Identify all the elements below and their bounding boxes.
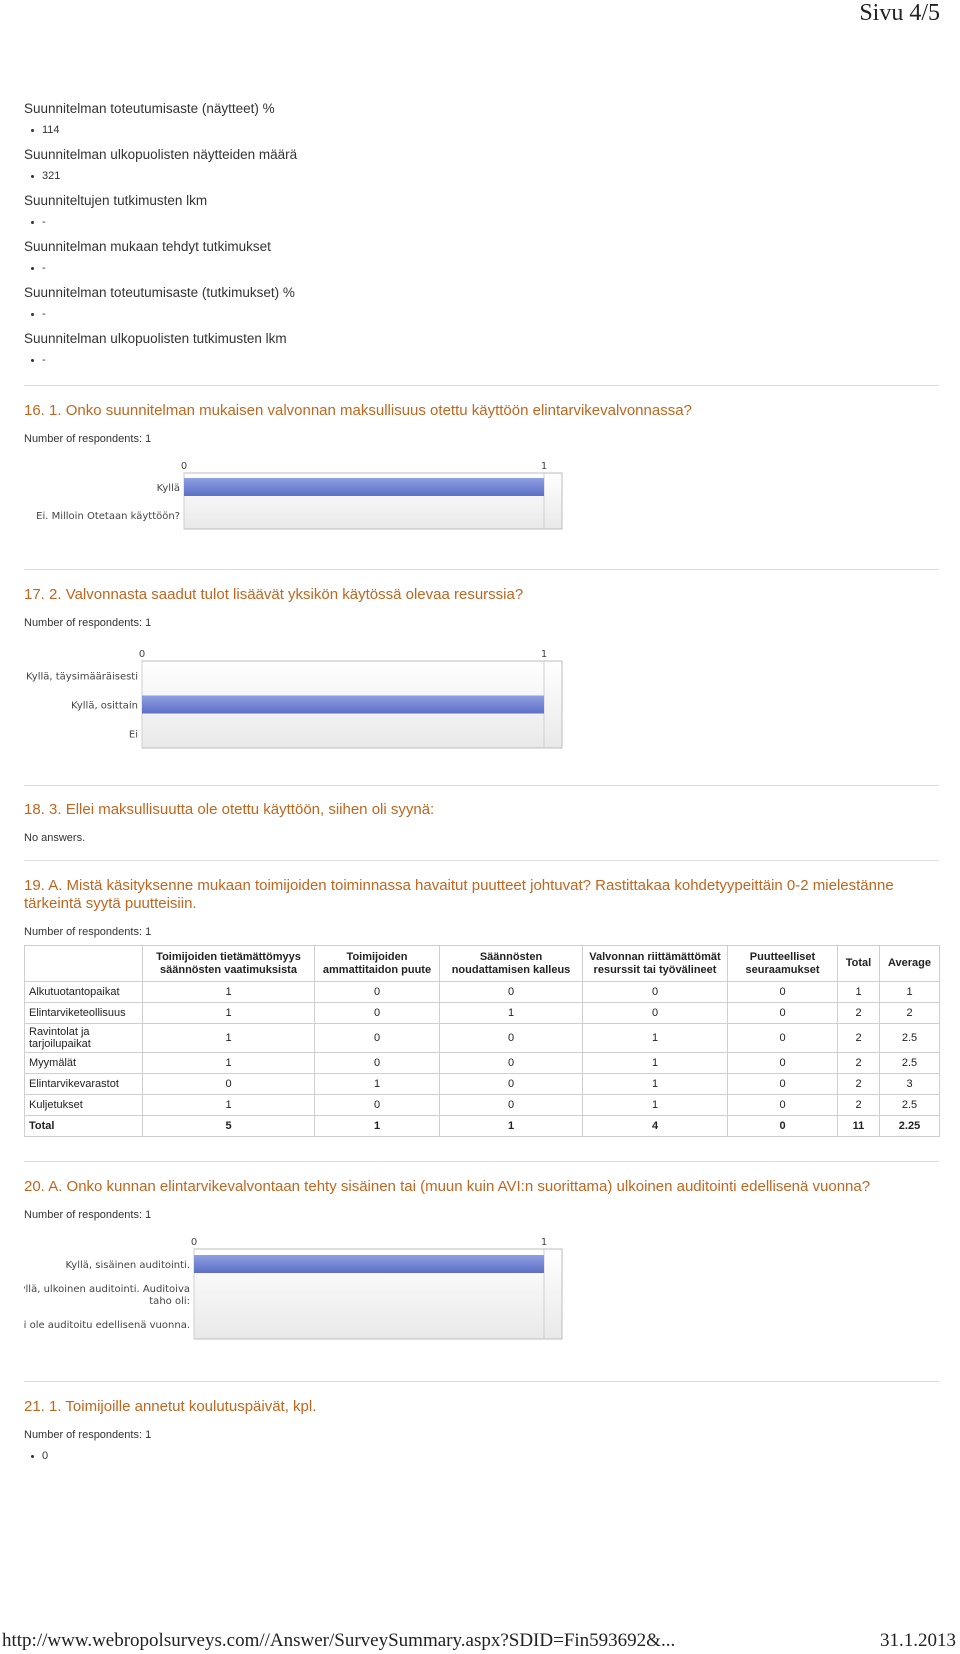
table-cell: 0 xyxy=(315,1024,440,1053)
table-cell: 0 xyxy=(583,982,728,1003)
row-label: Elintarvikevarastot xyxy=(25,1074,143,1095)
tick-label: 1 xyxy=(540,1237,548,1248)
stat-label: Suunnitelman ulkopuolisten tutkimusten lkm xyxy=(24,331,287,346)
chart-svg xyxy=(24,647,584,761)
total-row xyxy=(25,1116,940,1137)
corner-header-cell xyxy=(25,946,143,982)
category-label: Ei ole auditoitu edellisenä vuonna. xyxy=(24,1320,190,1331)
table-cell: 0 xyxy=(143,1074,315,1095)
table-row xyxy=(25,1003,940,1024)
table-row xyxy=(25,1024,940,1053)
table-cell: 1 xyxy=(583,1024,728,1053)
chart-svg xyxy=(24,459,584,543)
table-cell: 1 xyxy=(583,1053,728,1074)
table-cell: 3 xyxy=(880,1074,940,1095)
no-answers-text: No answers. xyxy=(24,832,86,844)
table-cell: 1 xyxy=(440,1116,583,1137)
question-title-21: 21. 1. Toimijoille annetut koulutuspäivät, kpl. xyxy=(24,1398,317,1415)
category-label: Kyllä, osittain xyxy=(71,700,138,712)
survey-summary-content xyxy=(24,100,939,1472)
row-label: Ravintolat ja tarjoilupaikat xyxy=(25,1024,143,1053)
stat-value-item: - xyxy=(31,353,939,367)
table-cell: 1 xyxy=(143,1003,315,1024)
respondent-count: Number of respondents: 1 xyxy=(24,926,152,938)
stat-value-item: - xyxy=(31,215,939,229)
bar xyxy=(194,1255,544,1273)
table-cell: 1 xyxy=(440,1003,583,1024)
table-cell: 0 xyxy=(728,1024,838,1053)
question-title-18: 18. 3. Ellei maksullisuutta ole otettu käyttöön, siihen oli syynä: xyxy=(24,801,435,818)
chart-svg xyxy=(24,1235,584,1351)
table-cell: 1 xyxy=(315,1074,440,1095)
divider xyxy=(24,569,939,570)
divider xyxy=(24,1161,939,1162)
table-cell: 0 xyxy=(315,1095,440,1116)
category-label: Kyllä xyxy=(156,483,180,494)
column-header: Toimijoiden tietämättömyys säännösten vaatimuksista xyxy=(143,946,315,982)
row-label: Alkutuotantopaikat xyxy=(25,982,143,1003)
table-cell: 5 xyxy=(143,1116,315,1137)
stat-value-item: 321 xyxy=(31,169,939,183)
table-cell: 11 xyxy=(838,1116,880,1137)
table-cell: 0 xyxy=(728,1095,838,1116)
table-cell: 0 xyxy=(440,1074,583,1095)
category-label: Kyllä, ulkoinen auditointi. Auditoiva xyxy=(24,1284,190,1295)
table-cell: 0 xyxy=(440,1053,583,1074)
bar-chart-q20 xyxy=(24,1235,939,1351)
category-label: Ei xyxy=(128,729,138,741)
respondent-count: Number of respondents: 1 xyxy=(24,1429,152,1441)
bar xyxy=(142,696,544,714)
bullet-icon xyxy=(31,221,34,224)
category-label: Kyllä, täysimääräisesti xyxy=(25,671,138,683)
row-label: Kuljetukset xyxy=(25,1095,143,1116)
table-cell: 1 xyxy=(583,1074,728,1095)
table-cell: 2 xyxy=(838,1095,880,1116)
column-header: Total xyxy=(838,946,880,982)
divider xyxy=(24,785,939,786)
table-cell: 0 xyxy=(315,982,440,1003)
table-cell: 2 xyxy=(838,1003,880,1024)
bullet-icon xyxy=(31,359,34,362)
table-cell: 1 xyxy=(315,1116,440,1137)
table-cell: 2.25 xyxy=(880,1116,940,1137)
stat-label: Suunniteltujen tutkimusten lkm xyxy=(24,193,208,208)
table-cell: 1 xyxy=(838,982,880,1003)
category-label: Kyllä, sisäinen auditointi. xyxy=(65,1260,190,1271)
table-cell: 0 xyxy=(315,1053,440,1074)
table-cell: 1 xyxy=(143,1053,315,1074)
table-row xyxy=(25,982,940,1003)
table-cell: 4 xyxy=(583,1116,728,1137)
table-cell: 2.5 xyxy=(880,1024,940,1053)
bullet-icon xyxy=(31,313,34,316)
divider xyxy=(24,385,939,386)
table-cell: 0 xyxy=(728,1003,838,1024)
question-title-19: 19. A. Mistä käsityksenne mukaan toimijoiden toiminnassa havaitut puutteet johtuvat? Rastittakaa kohdetyypeittäin 0-2 mielestänne tärkeintä syytä puutteisiin. xyxy=(24,877,894,912)
table-cell: 0 xyxy=(728,1074,838,1095)
tick-label: 0 xyxy=(190,1237,198,1248)
respondent-count: Number of respondents: 1 xyxy=(24,617,152,629)
divider xyxy=(24,860,939,861)
table-cell: 2 xyxy=(838,1053,880,1074)
results-matrix-table xyxy=(24,945,940,1137)
stat-value-item: - xyxy=(31,307,939,321)
bar-chart-q16 xyxy=(24,459,939,543)
bullet-icon xyxy=(31,175,34,178)
divider xyxy=(24,1381,939,1382)
question-title-16: 16. 1. Onko suunnitelman mukaisen valvonnan maksullisuus otettu käyttöön elintarvikevalvonnassa? xyxy=(24,402,692,419)
source-url: http://www.webropolsurveys.com//Answer/SurveySummary.aspx?SDID=Fin593692&... xyxy=(2,1630,676,1651)
stats-list xyxy=(24,100,939,367)
tick-label: 0 xyxy=(180,461,188,472)
answer-value-item: 0 xyxy=(31,1449,939,1463)
row-label: Myymälät xyxy=(25,1053,143,1074)
table-cell: 0 xyxy=(440,1095,583,1116)
table-cell: 0 xyxy=(440,982,583,1003)
page-number: Sivu 4/5 xyxy=(859,0,940,26)
respondent-count: Number of respondents: 1 xyxy=(24,433,152,445)
bar xyxy=(184,478,544,496)
stat-label: Suunnitelman toteutumisaste (tutkimukset) % xyxy=(24,285,295,300)
column-header: Toimijoiden ammattitaidon puute xyxy=(315,946,440,982)
table-cell: 0 xyxy=(728,982,838,1003)
question-title-17: 17. 2. Valvonnasta saadut tulot lisäävät yksikön käytössä olevaa resurssia? xyxy=(24,586,524,603)
column-header: Valvonnan riittämättömät resurssit tai työvälineet xyxy=(583,946,728,982)
bullet-icon xyxy=(31,1455,34,1458)
table-cell: 1 xyxy=(880,982,940,1003)
category-label: taho oli: xyxy=(149,1296,190,1307)
table-row xyxy=(25,1053,940,1074)
stat-label: Suunnitelman ulkopuolisten näytteiden määrä xyxy=(24,147,298,162)
question-title-20: 20. A. Onko kunnan elintarvikevalvontaan tehty sisäinen tai (muun kuin AVI:n suorittama) ulkoinen auditointi edellisenä vuonna? xyxy=(24,1178,871,1195)
table-header-row xyxy=(25,946,940,982)
stat-value-item: - xyxy=(31,261,939,275)
tick-label: 1 xyxy=(540,649,548,660)
table-cell: 0 xyxy=(315,1003,440,1024)
bullet-icon xyxy=(31,267,34,270)
table-row xyxy=(25,1074,940,1095)
table-cell: 0 xyxy=(728,1116,838,1137)
row-label: Total xyxy=(25,1116,143,1137)
respondent-count: Number of respondents: 1 xyxy=(24,1209,152,1221)
column-header: Puutteelliset seuraamukset xyxy=(728,946,838,982)
table-cell: 0 xyxy=(440,1024,583,1053)
table-cell: 2.5 xyxy=(880,1095,940,1116)
bar-chart-q17 xyxy=(24,647,939,761)
print-date: 31.1.2013 xyxy=(880,1630,956,1651)
bullet-icon xyxy=(31,129,34,132)
table-cell: 1 xyxy=(143,1095,315,1116)
category-label: Ei. Milloin Otetaan käyttöön? xyxy=(36,511,180,522)
table-cell: 0 xyxy=(583,1003,728,1024)
table-cell: 2 xyxy=(880,1003,940,1024)
row-label: Elintarviketeollisuus xyxy=(25,1003,143,1024)
table-cell: 1 xyxy=(143,1024,315,1053)
table-row xyxy=(25,1095,940,1116)
table-cell: 1 xyxy=(143,982,315,1003)
stat-label: Suunnitelman toteutumisaste (näytteet) % xyxy=(24,101,275,116)
table-cell: 2 xyxy=(838,1074,880,1095)
table-cell: 0 xyxy=(728,1053,838,1074)
table-cell: 1 xyxy=(583,1095,728,1116)
column-header: Average xyxy=(880,946,940,982)
column-header: Säännösten noudattamisen kalleus xyxy=(440,946,583,982)
stat-label: Suunnitelman mukaan tehdyt tutkimukset xyxy=(24,239,271,254)
tick-label: 0 xyxy=(138,649,146,660)
table-cell: 2 xyxy=(838,1024,880,1053)
tick-label: 1 xyxy=(540,461,548,472)
stat-value-item: 114 xyxy=(31,123,939,137)
table-cell: 2.5 xyxy=(880,1053,940,1074)
